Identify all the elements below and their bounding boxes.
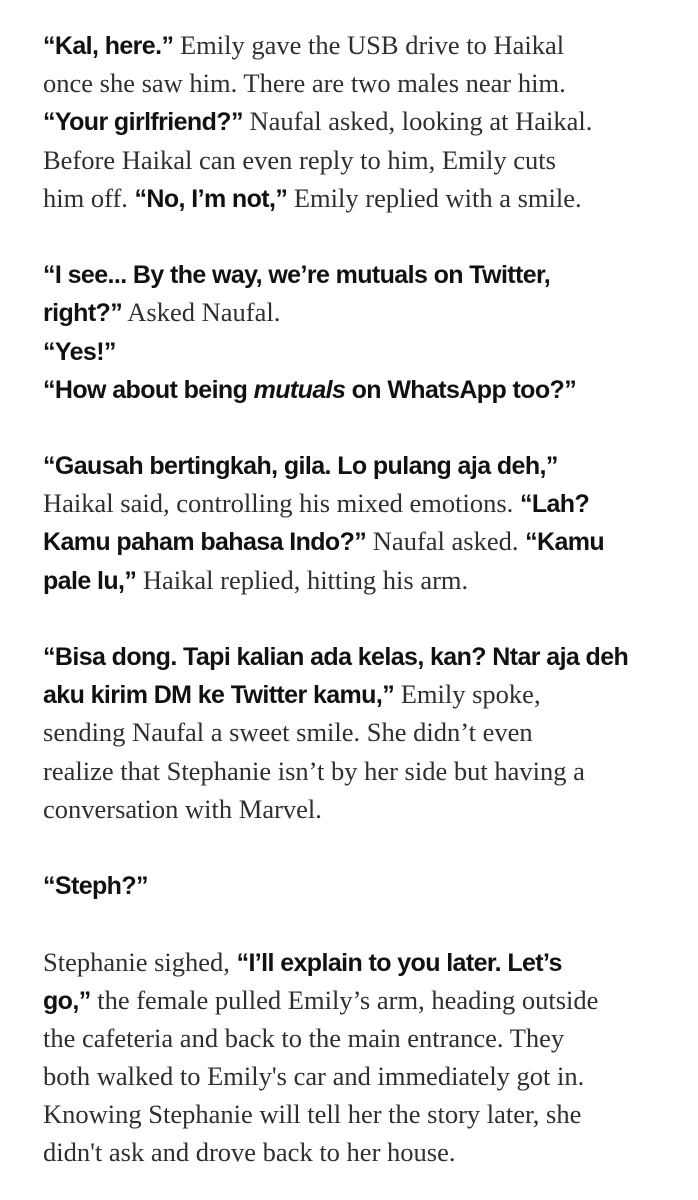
dialogue-bold: aku kirim DM ke Twitter kamu,” [43,681,395,710]
text-line [43,713,683,751]
text-line [43,255,683,293]
dialogue-bold: “Your girlfriend?” [43,108,243,137]
dialogue-bold: “Lah? [519,490,590,519]
narration: the female pulled Emily’s arm, heading outside [90,984,599,1015]
text-line [43,370,683,408]
dialogue-bold: “Gausah bertingkah, gila. Lo pulang aja deh,” [43,452,558,481]
text-line [43,446,683,484]
dialogue-bold: go,” [43,986,91,1015]
dialogue-bold: “Yes!” [43,337,116,366]
narration: Emily replied with a smile. [287,182,582,213]
dialogue-bold: “Steph?” [43,872,148,901]
text-line [43,1133,683,1171]
text-line [43,293,683,331]
dialogue-bold: “I see... By the way, we’re mutuals on Twitter, [43,261,551,290]
text-line [43,484,683,522]
text-line [43,102,683,140]
dialogue-bold: right?” [43,299,123,328]
text-line [43,179,683,217]
text-line [43,1095,683,1133]
text-line [43,561,683,599]
narration: didn't ask and drove back to her house. [43,1137,456,1168]
dialogue-bold: “Bisa dong. Tapi kalian ada kelas, kan? Ntar aja deh [43,643,629,671]
narration: Knowing Stephanie will tell her the story later, she [43,1099,582,1130]
text-line [43,981,683,1019]
narration: Emily spoke, [394,679,541,710]
text-line [43,141,683,179]
dialogue-bold: “How about being [43,375,254,404]
narration: him off. [43,182,135,213]
text-line [43,675,683,713]
paragraph-6 [43,943,683,1172]
dialogue-bold: “No, I’m not,” [134,184,288,213]
paragraph-gap [43,599,683,637]
paragraph-5 [43,866,683,904]
text-line [43,332,683,370]
narration: Naufal asked, looking at Haikal. [242,106,593,137]
text-line [43,637,683,675]
text-line [43,522,683,560]
narration: Haikal replied, hitting his arm. [136,564,469,595]
narration: Before Haikal can even reply to him, Emily cuts [43,144,556,175]
dialogue-bold-italic: mutuals [253,375,346,404]
narration: Emily gave the USB drive to Haikal [173,30,565,60]
paragraph-3 [43,446,683,599]
text-line [43,790,683,828]
narration: Haikal said, controlling his mixed emotions. [43,488,520,519]
paragraph-4 [43,637,683,828]
dialogue-bold: pale lu,” [43,566,137,595]
narration: once she saw him. There are two males near him. [43,68,566,99]
paragraph-1 [43,26,683,217]
text-line [43,64,683,102]
text-line [43,943,683,981]
narration: Naufal asked. [366,526,526,557]
dialogue-bold: “Kal, here.” [43,32,174,60]
narration: the cafeteria and back to the main entrance. They [43,1022,565,1053]
text-line [43,866,683,904]
dialogue-bold: on WhatsApp too?” [345,375,577,404]
paragraph-2 [43,255,683,408]
paragraph-gap [43,217,683,255]
narration: realize that Stephanie isn’t by her side but having a [43,755,585,786]
story-text [43,26,683,1172]
narration: sending Naufal a sweet smile. She didn’t even [43,717,533,748]
text-line [43,26,683,64]
paragraph-gap [43,904,683,942]
narration: both walked to Emily's car and immediately got in. [43,1061,585,1092]
text-line [43,752,683,790]
narration: Asked Naufal. [122,297,281,328]
paragraph-gap [43,828,683,866]
narration: Stephanie sighed, [43,946,237,977]
text-line [43,1019,683,1057]
dialogue-bold: “I’ll explain to you later. Let’s [236,948,562,977]
paragraph-gap [43,408,683,446]
text-line [43,1057,683,1095]
dialogue-bold: “Kamu [525,528,605,557]
narration: conversation with Marvel. [43,793,322,824]
dialogue-bold: Kamu paham bahasa Indo?” [43,528,367,557]
